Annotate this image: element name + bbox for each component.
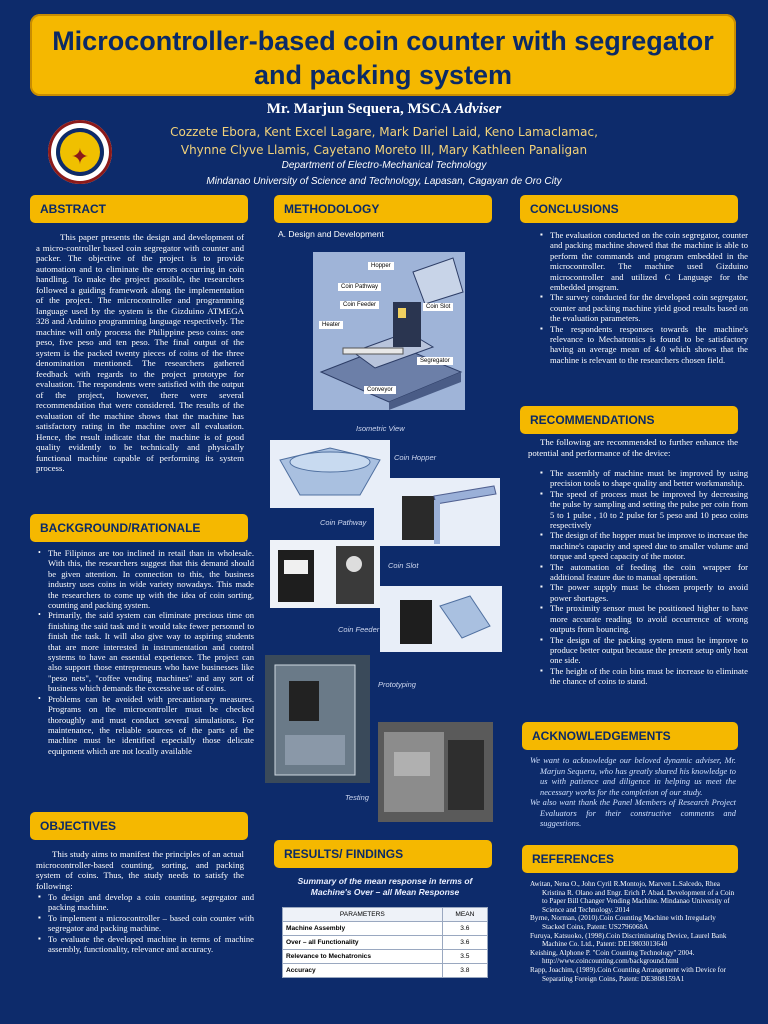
coin-feeder-image bbox=[380, 586, 502, 652]
table-header-row bbox=[283, 908, 488, 922]
list-item: ▪ The survey conducted for the developed coin segregator, counter and packing machine yield good results based on the evaluation parameters. bbox=[550, 292, 748, 323]
list-item: ▪ The evaluation conducted on the coin segregator, counter and packing machine showed that the machine is able to perform the commands and program embedded in the microcontroller. The machine used Gizduino microcontroller and utilized C Language for the embedded program. bbox=[550, 230, 748, 292]
column-header: PARAMETERS bbox=[283, 908, 443, 922]
recommendations-list bbox=[538, 468, 748, 687]
recommendations-heading: RECOMMENDATIONS bbox=[520, 406, 738, 434]
label-coin-pathway: Coin Pathway bbox=[338, 283, 381, 291]
label-segregator: Segregator bbox=[417, 357, 453, 365]
prototype-photo bbox=[265, 655, 370, 783]
adviser-line bbox=[0, 101, 768, 118]
caption-coin-pathway: Coin Pathway bbox=[320, 518, 367, 527]
label-heater: Heater bbox=[319, 321, 343, 329]
objectives-heading: OBJECTIVES bbox=[30, 812, 248, 840]
methodology-heading: METHODOLOGY bbox=[274, 195, 492, 223]
acknowledgement-paragraph-1: We want to acknowledge our beloved dynamic adviser, Mr. Marjun Sequera, who has greatly shared his knowledge to us with patience and diligence in helping us meet the necessary works for the completion of our study. bbox=[530, 756, 736, 797]
list-item: • The Filipinos are too inclined in retail than in wholesale. With this, the researchers suggest that this demand should be given attention. In connection to this, the business industry uses coins in wide variety nowadays. This made the researchers to come up with the idea of coin sorting, counting and packing system. bbox=[48, 548, 254, 610]
coin-slot-image bbox=[270, 540, 380, 608]
caption-isometric: Isometric View bbox=[356, 424, 405, 433]
acknowledgement-paragraph-2: We also want thank the Panel Members of Research Project Evaluators for their constructive comments and suggestions. bbox=[530, 798, 736, 828]
list-item: ▪ The design of the hopper must be improve to increase the machine's capacity and speed due to smaller volume and torque and speed capacity of the motor. bbox=[550, 530, 748, 561]
acknowledgements-heading: ACKNOWLEDGEMENTS bbox=[522, 722, 738, 750]
abstract-text: This paper presents the design and development of a micro-controller based coin segregator with counter and packer. The objective of the project is to provide automation and to eliminate the errors occurring in coin handling. To make the project possible, the researchers followed a guiding framework along the implementation of the project. The microcontroller and programming language used by the system is the Gizduino ATMEGA 328 and Arduino programming language respectively. The machine will only process the Philippine peso coins: one peso, five peso and ten peso. The final output of the system is the packed twenty pieces of coins of the three denomination mentioned. The researchers gathered feedback with regards to the project prototype for evaluation. The respondents were satisfied with the output of the project, however, there were several recommendation that were considered. The results of the evaluation of the machine shows that the machine has satisfactory rating in the machine over all evaluation. Hence, the result indicate that the machine is of good quality evidently to be technically and physically functional machine capable of performing its system process. bbox=[36, 232, 244, 473]
methodology-subheading: A. Design and Development bbox=[278, 229, 384, 239]
reference-item: Rapp, Joachim, (1989).Coin Counting Arrangement with Device for Separating Foreign Coins, Patent: DE3808159A1 bbox=[530, 965, 727, 983]
table-row bbox=[283, 950, 488, 964]
table-cell: 3.6 bbox=[442, 936, 487, 950]
table-cell: Relevance to Mechatronics bbox=[283, 950, 443, 964]
list-item: ▪ To implement a microcontroller – based coin counter with segregator and packing machine. bbox=[48, 913, 254, 934]
acknowledgements-text bbox=[530, 756, 736, 830]
table-cell: Over – all Functionality bbox=[283, 936, 443, 950]
table-row bbox=[283, 922, 488, 936]
table-cell: 3.8 bbox=[442, 964, 487, 978]
caption-coin-hopper: Coin Hopper bbox=[394, 453, 437, 462]
authors-line-1: Cozzete Ebora, Kent Excel Lagare, Mark Dariel Laid, Keno Lamaclamac, bbox=[170, 125, 598, 139]
reference-item: Furuya, Katsuoko, (1998).Coin Discriminating Device, Laurel Bank Machine Co. Ltd., Patent: DE19803013640 bbox=[530, 931, 727, 949]
reference-item: Awitan, Nena O., John Cyril R.Montojo, Marven L.Salcedo, Rhea Kristina R. Olano and Engr. Erich P. Abad. Development of a Coin to Paper Bill Changer Vending Machine. Mindanao University of Science and Technology. 2014 bbox=[530, 880, 735, 914]
background-list bbox=[36, 548, 254, 756]
label-conveyor: Conveyor bbox=[364, 386, 396, 394]
abstract-heading: ABSTRACT bbox=[30, 195, 248, 223]
list-item: • Problems can be avoided with precautionary measures. Programs on the microcontroller must be checked thoroughly and must conduct several simulations. For maintenance, the reliable sources of the parts of the machine must be identified especially those delicate equipment which are not locally available bbox=[48, 694, 254, 756]
isometric-diagram bbox=[313, 252, 465, 410]
caption-coin-feeder: Coin Feeder bbox=[338, 625, 380, 634]
conclusions-list bbox=[538, 230, 748, 365]
list-item: ▪ The speed of process must be improved by decreasing the pulse by sampling and setting the pulse per coin from 5 to 1 pulse , 10 to 2 pulse for 5 peso and 10 peso coins respectively bbox=[550, 489, 748, 531]
objectives-list bbox=[36, 892, 254, 954]
authors-line-2: Vhynne Clyve Llamis, Cayetano Moreto III, Mary Kathleen Panaligan bbox=[180, 143, 588, 157]
references-list bbox=[530, 880, 738, 983]
list-item: ▪ The power supply must be chosen properly to avoid power shortages. bbox=[550, 582, 748, 603]
list-item: ▪ The respondents responses towards the machine's relevance to Mechatronics is found to be satisfactory having an average mean of 4.0 which shows that the machine is relevant to the researchers chosen field. bbox=[550, 324, 748, 366]
poster-title: Microcontroller-based coin counter with segregator and packing system bbox=[52, 26, 714, 90]
label-coin-slot: Coin Slot bbox=[423, 303, 453, 311]
table-cell: Machine Assembly bbox=[283, 922, 443, 936]
reference-item: Byrne, Norman, (2010).Coin Counting Machine with Irregularly Stacked Coins, Patent: US2796068A bbox=[530, 914, 716, 931]
testing-photo bbox=[378, 722, 493, 822]
university: Mindanao University of Science and Technology, Lapasan, Cagayan de Oro City bbox=[206, 176, 562, 187]
table-cell: 3.6 bbox=[442, 922, 487, 936]
author-list bbox=[0, 123, 768, 159]
results-caption: Summary of the mean response in terms of Machine's Over – all Mean Response bbox=[297, 876, 473, 897]
coin-hopper-image bbox=[270, 440, 390, 508]
caption-prototyping: Prototyping bbox=[378, 680, 416, 689]
column-header: MEAN bbox=[442, 908, 487, 922]
adviser-role: Adviser bbox=[454, 101, 502, 117]
department: Department of Electro-Mechanical Technology bbox=[281, 160, 487, 171]
mean-response-table bbox=[282, 907, 488, 978]
list-item: ▪ The height of the coin bins must be increase to eliminate the chance of coins to stand. bbox=[550, 666, 748, 687]
university-seal-logo: ✦ bbox=[48, 120, 112, 184]
list-item: ▪ To design and develop a coin counting, segregator and packing machine. bbox=[48, 892, 254, 913]
list-item: ▪ The automation of feeding the coin wrapper for additional feature due to manual operation. bbox=[550, 562, 748, 583]
results-heading: RESULTS/ FINDINGS bbox=[274, 840, 492, 868]
title-banner bbox=[30, 14, 736, 96]
list-item: ▪ To evaluate the developed machine in terms of machine assembly, functionality, relevance and accuracy. bbox=[48, 934, 254, 955]
references-heading: REFERENCES bbox=[522, 845, 738, 873]
list-item: ▪ The proximity sensor must be positioned higher to have more accurate reading to avoid occurrence of wrong outputs from bouncing. bbox=[550, 603, 748, 634]
table-row bbox=[283, 936, 488, 950]
background-heading: BACKGROUND/RATIONALE bbox=[30, 514, 248, 542]
table-row bbox=[283, 964, 488, 978]
objectives-intro: This study aims to manifest the principles of an actual microcontroller-based counting, sorting, and packing system of coins. Thus, the study needs to satisfy the following: bbox=[36, 849, 244, 891]
list-item: ▪ The assembly of machine must be improved by using precision tools to shape quality and better workmanship. bbox=[550, 468, 748, 489]
caption-coin-slot: Coin Slot bbox=[388, 561, 419, 570]
coin-pathway-image bbox=[374, 478, 500, 546]
list-item: • Primarily, the said system can eliminate precious time on finishing the said task and it would take fewer personnel to finish the task. It will also give way to aspiring students that are more interested in instrumentation and control systems to have an essential experience. The project can also support those entrepreneurs who have businesses like "peso nets", "coffee vending machines" and any sort of business which demands the excessive use of coins. bbox=[48, 610, 254, 693]
list-item: ▪ The design of the packing system must be improve to produce better output because the present setup only heat one side. bbox=[550, 635, 748, 666]
caption-testing: Testing bbox=[345, 793, 369, 802]
table-cell: Accuracy bbox=[283, 964, 443, 978]
label-hopper: Hopper bbox=[368, 262, 394, 270]
table-cell: 3.5 bbox=[442, 950, 487, 964]
label-coin-feeder: Coin Feeder bbox=[340, 301, 379, 309]
conclusions-heading: CONCLUSIONS bbox=[520, 195, 738, 223]
reference-item: Keishing, Alphone P. "Coin Counting Technology" 2004. http://www.coincounting.com/background.html bbox=[530, 948, 695, 966]
adviser-name: Mr. Marjun Sequera, MSCA bbox=[266, 101, 451, 117]
recommendations-intro: The following are recommended to further enhance the potential and performance of the device: bbox=[528, 437, 738, 458]
